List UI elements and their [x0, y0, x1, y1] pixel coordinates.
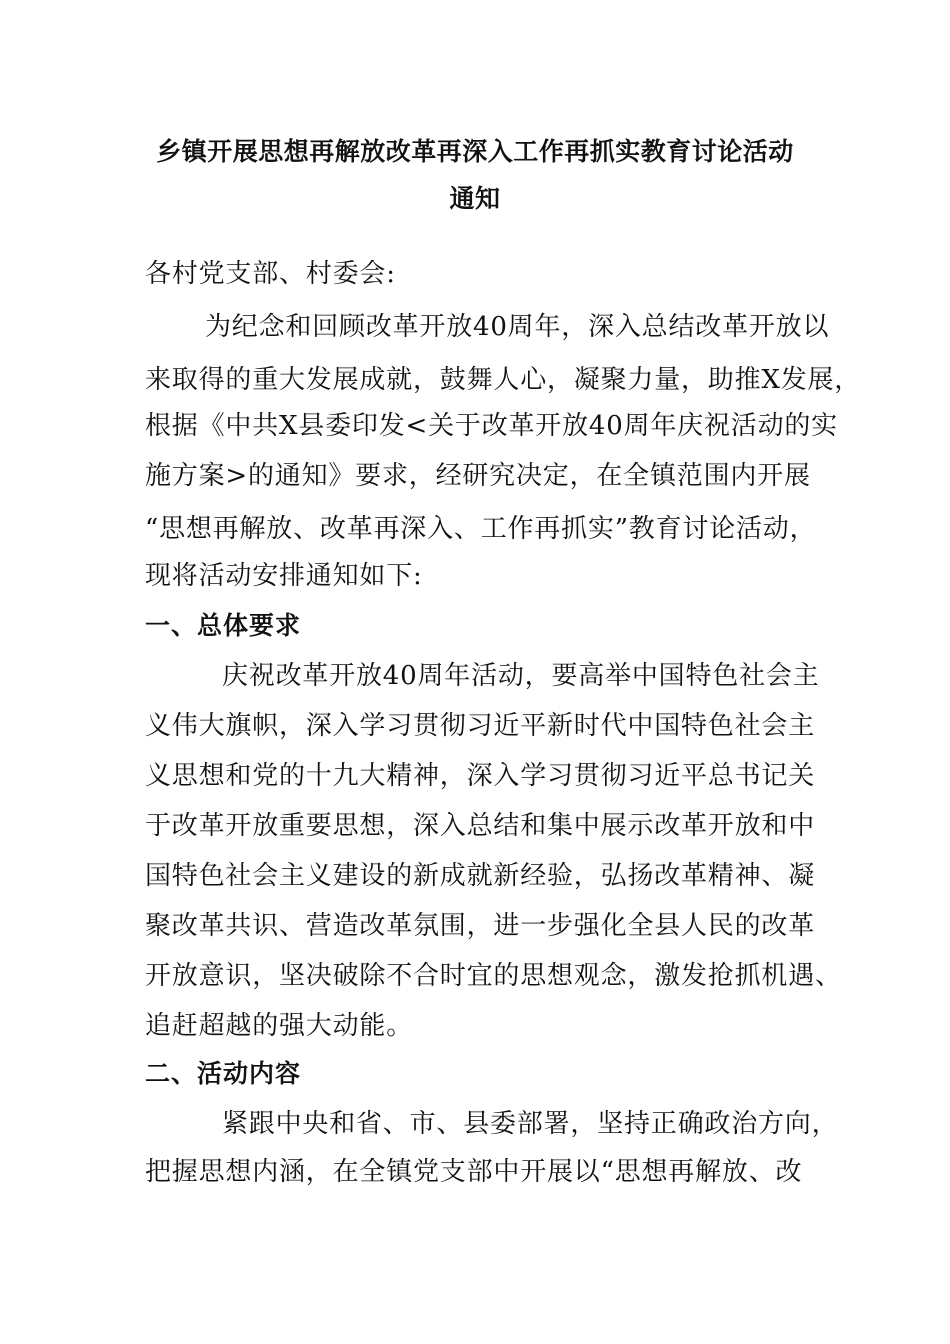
- intro-line: 施方案>的通知》要求，经研究决定，在全镇范围内开展: [145, 461, 811, 491]
- intro-line: “思想再解放、改革再深入、工作再抓实”教育讨论活动，: [145, 514, 817, 544]
- paragraph-line: 追赶超越的强大动能。: [145, 1011, 414, 1041]
- section-heading: 二、活动内容: [145, 1059, 302, 1088]
- salutation: 各村党支部、村委会:: [145, 259, 396, 289]
- paragraph-line: 开放意识，坚决破除不合时宜的思想观念，激发抢抓机遇、: [145, 961, 842, 991]
- intro-line: 来取得的重大发展成就，鼓舞人心，凝聚力量，助推X发展，: [145, 365, 862, 395]
- paragraph-line: 国特色社会主义建设的新成就新经验，弘扬改革精神、凝: [145, 861, 816, 891]
- paragraph-line: 紧跟中央和省、市、县委部署，坚持正确政治方向，: [222, 1109, 839, 1139]
- paragraph-line: 于改革开放重要思想，深入总结和集中展示改革开放和中: [145, 811, 816, 841]
- section-heading: 一、总体要求: [145, 611, 302, 640]
- paragraph-line: 义思想和党的十九大精神，深入学习贯彻习近平总书记关: [145, 761, 816, 791]
- document-title: 乡镇开展思想再解放改革再深入工作再抓实教育讨论活动: [156, 137, 794, 166]
- paragraph-line: 把握思想内涵，在全镇党支部中开展以“思想再解放、改: [145, 1157, 803, 1187]
- intro-line: 现将活动安排通知如下:: [145, 561, 423, 591]
- paragraph-line: 义伟大旗帜，深入学习贯彻习近平新时代中国特色社会主: [145, 711, 816, 741]
- document-title-continued: 通知: [449, 184, 501, 213]
- paragraph-line: 聚改革共识、营造改革氛围，进一步强化全县人民的改革: [145, 911, 816, 941]
- intro-line: 为纪念和回顾改革开放40周年，深入总结改革开放以: [205, 312, 830, 342]
- paragraph-line: 庆祝改革开放40周年活动，要高举中国特色社会主: [222, 661, 820, 691]
- intro-line: 根据《中共X县委印发<关于改革开放40周年庆祝活动的实: [145, 411, 838, 441]
